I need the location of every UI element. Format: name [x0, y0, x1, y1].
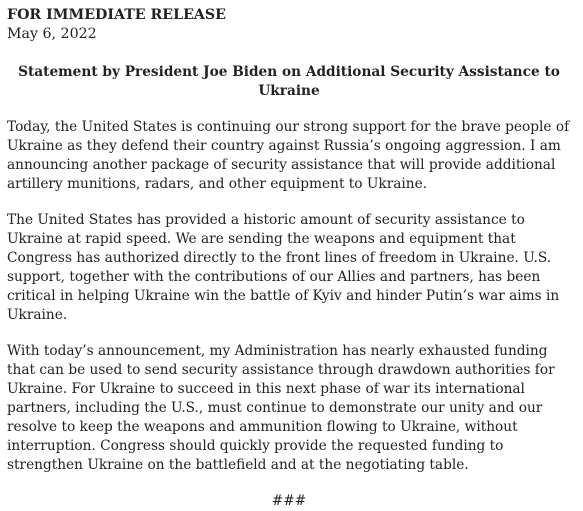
body-paragraph-1: Today, the United States is continuing our strong support for the brave people of Ukraine as they defend their country against Russia’s ongoing aggression. I am announcing another package of security assistance that will provide additional artillery munitions, radars, and other equipment to Ukraine. — [7, 119, 570, 192]
release-date: May 6, 2022 — [7, 26, 97, 42]
statement-headline: Statement by President Joe Biden on Additional Security Assistance to Ukraine — [18, 64, 560, 99]
body-paragraph-3: With today’s announcement, my Administration has nearly exhausted funding that can be used to send security assistance through drawdown authorities for Ukraine. For Ukraine to succeed in this next phase of war its international partners, including the U.S., must continue to demonstrate our unity and our resolve to keep the weapons and ammunition flowing to Ukraine, without interruption. Congress should quickly provide the requested funding to strengthen Ukraine on the battlefield and at the negotiating table. — [7, 343, 555, 473]
body-paragraph-2: The United States has provided a historic amount of security assistance to Ukraine at rapid speed. We are sending the weapons and equipment that Congress has authorized directly to the front lines of freedom in Ukraine. U.S. support, together with the contributions of our Allies and partners, has been critical in helping Ukraine win the battle of Kyiv and hinder Putin’s war aims in Ukraine. — [7, 212, 560, 323]
end-mark: ### — [271, 493, 307, 509]
release-label: FOR IMMEDIATE RELEASE — [7, 7, 226, 23]
